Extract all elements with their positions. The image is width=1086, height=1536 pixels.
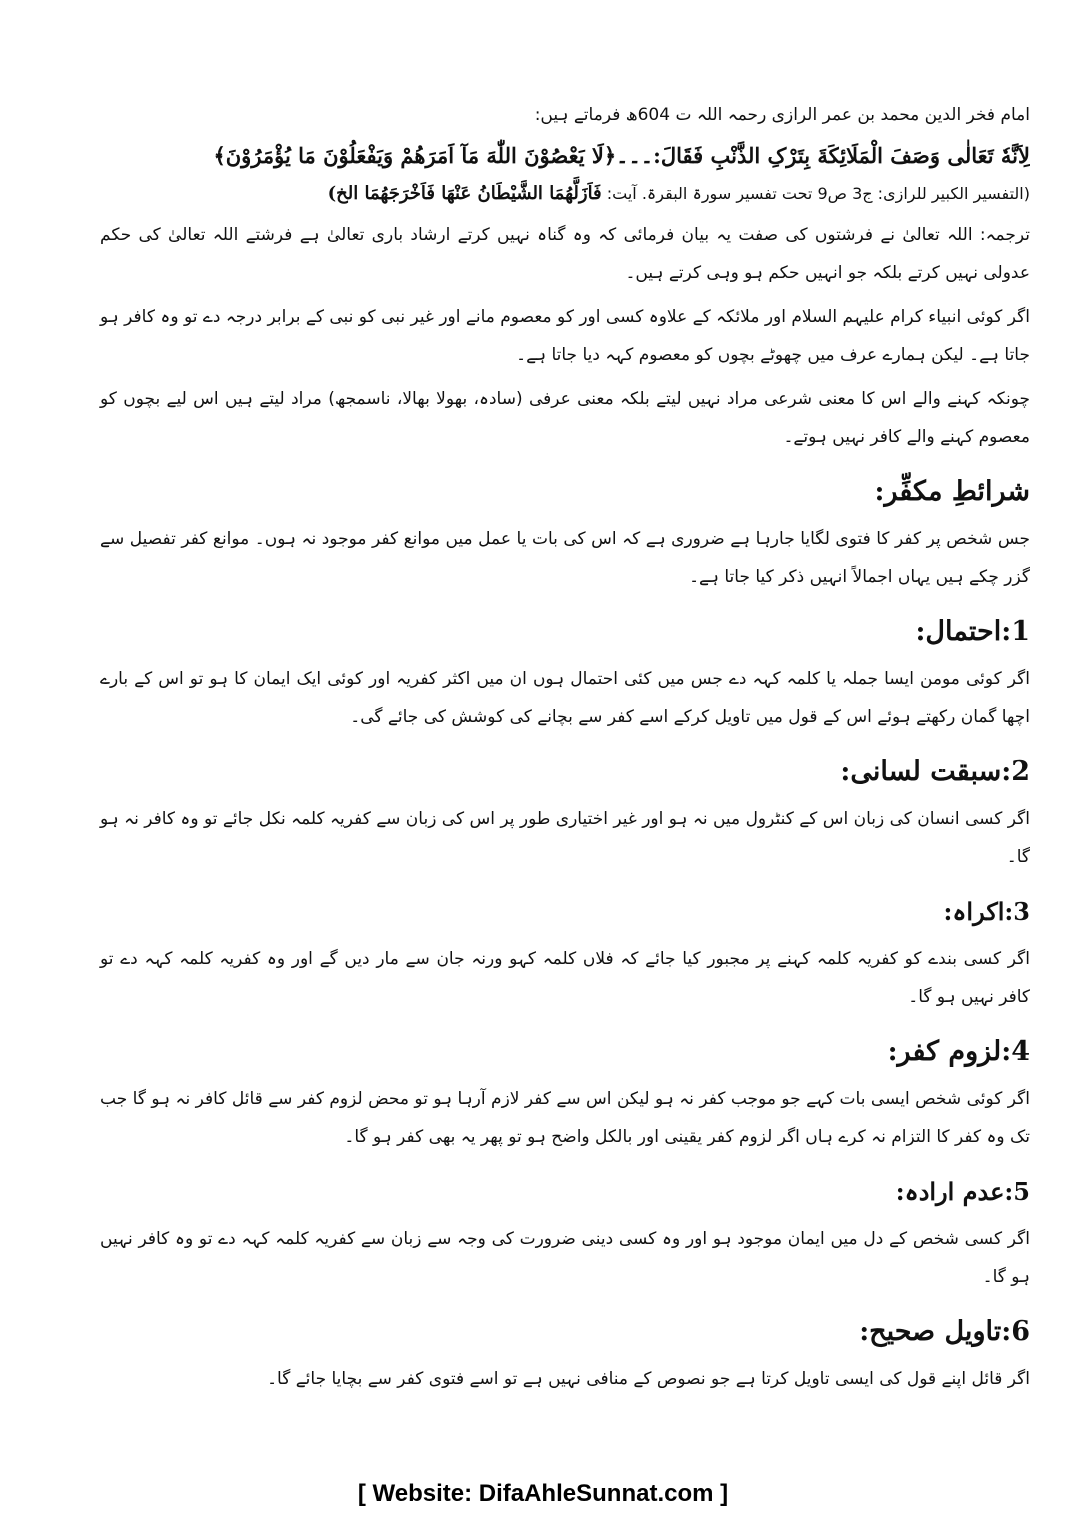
shraait-heading: شرائطِ مکفِّر: xyxy=(874,476,1030,507)
section-text-taweel-sahih: اگر قائل اپنے قول کی ایسی تاویل کرتا ہے جو نصوص کے منافی نہیں ہے تو اسے فتوی کفر سے بچایا جائے گا۔ xyxy=(267,1369,1030,1389)
section-text-luzoom-kufr: اگر کوئی شخص ایسی بات کہے جو موجب کفر نہ ہو لیکن اس سے کفر لازم آرہا ہو تو محض لزوم کفر سے قائل کافر نہ ہو گا جب تک وہ کفر کا التزام نہ کرے ہاں اگر لزوم کفر یقینی اور بالکل واضح ہو تو پھر یہ بھی کفر ہو گا۔ xyxy=(100,1089,1030,1147)
section-text-adam-irada: اگر کسی شخص کے دل میں ایمان موجود ہو اور وہ کسی دینی ضرورت کی وجہ سے زبان سے کفریہ کلمہ کہہ دے تو وہ کافر نہیں ہو گا۔ xyxy=(100,1229,1030,1287)
arabic-quote: لِاَنَّهٗ تَعَالٰی وَصَفَ الْمَلَائِکَةَ بِتَرْکِ الذَّنْبِ فَقَالَ:۔۔۔﴿لَا یَعْصُوْنَ اللّٰهَ مَآ اَمَرَهُمْ وَیَفْعَلُوْنَ مَا یُؤْمَرُوْنَ﴾ xyxy=(213,143,1030,168)
section-text-sabqat-lisani: اگر کسی انسان کی زبان اس کے کنٹرول میں نہ ہو اور غیر اختیاری طور پر اس کی زبان سے کفریہ کلمہ نکل جائے تو وہ کافر نہ ہو گا۔ xyxy=(100,809,1030,867)
section-title-luzoom-kufr: 4:لزوم کفر: xyxy=(887,1036,1030,1067)
reference-text: (التفسیر الکبیر للرازی: ج3 ص9 تحت تفسیر سورۃ البقرۃ. آیت: xyxy=(606,184,1030,203)
urfi-paragraph: چونکہ کہنے والے اس کا معنی شرعی مراد نہیں لیتے بلکہ معنی عرفی (سادہ، بھولا بھالا، ناسمجھ) مراد لیتے ہیں اس لیے بچوں کو معصوم کہنے والے کافر نہیں ہوتے۔ xyxy=(100,389,1030,447)
section-text-ihtimal: اگر کوئی مومن ایسا جملہ یا کلمہ کہہ دے جس میں کئی احتمال ہوں ان میں اکثر کفریہ اور کوئی ایک ایمان کا ہو تو اس کے بارے اچھا گمان رکھتے ہوئے اس کے قول میں تاویل کرکے اسے کفر سے بچانے کی کوشش کی جائے گی۔ xyxy=(100,669,1030,727)
section-text-ikrah: اگر کسی بندے کو کفریہ کلمہ کہنے پر مجبور کیا جائے کہ فلاں کلمہ کہو ورنہ جان سے مار دیں گے اور وہ کفریہ کلمہ کہہ دے تو کافر نہیں ہو گا۔ xyxy=(100,949,1030,1007)
masoom-paragraph: اگر کوئی انبیاء کرام علیہم السلام اور ملائکہ کے علاوہ کسی اور کو معصوم مانے اور غیر نبی کو نبی کے برابر درجہ دے تو وہ کافر ہو جاتا ہے۔ لیکن ہمارے عرف میں چھوٹے بچوں کو معصوم کہہ دیا جاتا ہے۔ xyxy=(100,307,1030,365)
page-content xyxy=(100,96,1030,1404)
section-title-ikrah: 3:اکراہ: xyxy=(943,897,1030,926)
reference-line xyxy=(100,176,1030,212)
translation-paragraph: ترجمہ: اللہ تعالیٰ نے فرشتوں کی صفت یہ بیان فرمائی کہ وہ گناہ نہیں کرتے ارشاد باری تعالیٰ ہے فرشتے اللہ تعالیٰ کی حکم عدولی نہیں کرتے بلکہ جو انہیں حکم ہو وہی کرتے ہیں۔ xyxy=(100,225,1030,283)
section-title-taweel-sahih: 6:تاویل صحیح: xyxy=(859,1316,1030,1347)
shraait-paragraph: جس شخص پر کفر کا فتوی لگایا جارہا ہے ضروری ہے کہ اس کی بات یا عمل میں موانع کفر موجود نہ ہوں۔ موانع کفر تفصیل سے گزر چکے ہیں یہاں اجمالاً انہیں ذکر کیا جاتا ہے۔ xyxy=(100,529,1030,587)
reference-verse: فَاَزَلَّهُمَا الشَّیْطَانُ عَنْهَا فَاَخْرَجَهُمَا الخ) xyxy=(327,183,602,204)
section-title-ihtimal: 1:احتمال: xyxy=(915,616,1030,647)
intro-line: امام فخر الدین محمد بن عمر الرازی رحمہ اللہ ت 604ھ فرماتے ہیں: xyxy=(534,105,1030,125)
website-footer: [ Website: DifaAhleSunnat.com ] xyxy=(357,1480,729,1507)
section-title-sabqat-lisani: 2:سبقت لسانی: xyxy=(840,756,1030,787)
section-title-adam-irada: 5:عدم ارادہ: xyxy=(895,1177,1030,1206)
